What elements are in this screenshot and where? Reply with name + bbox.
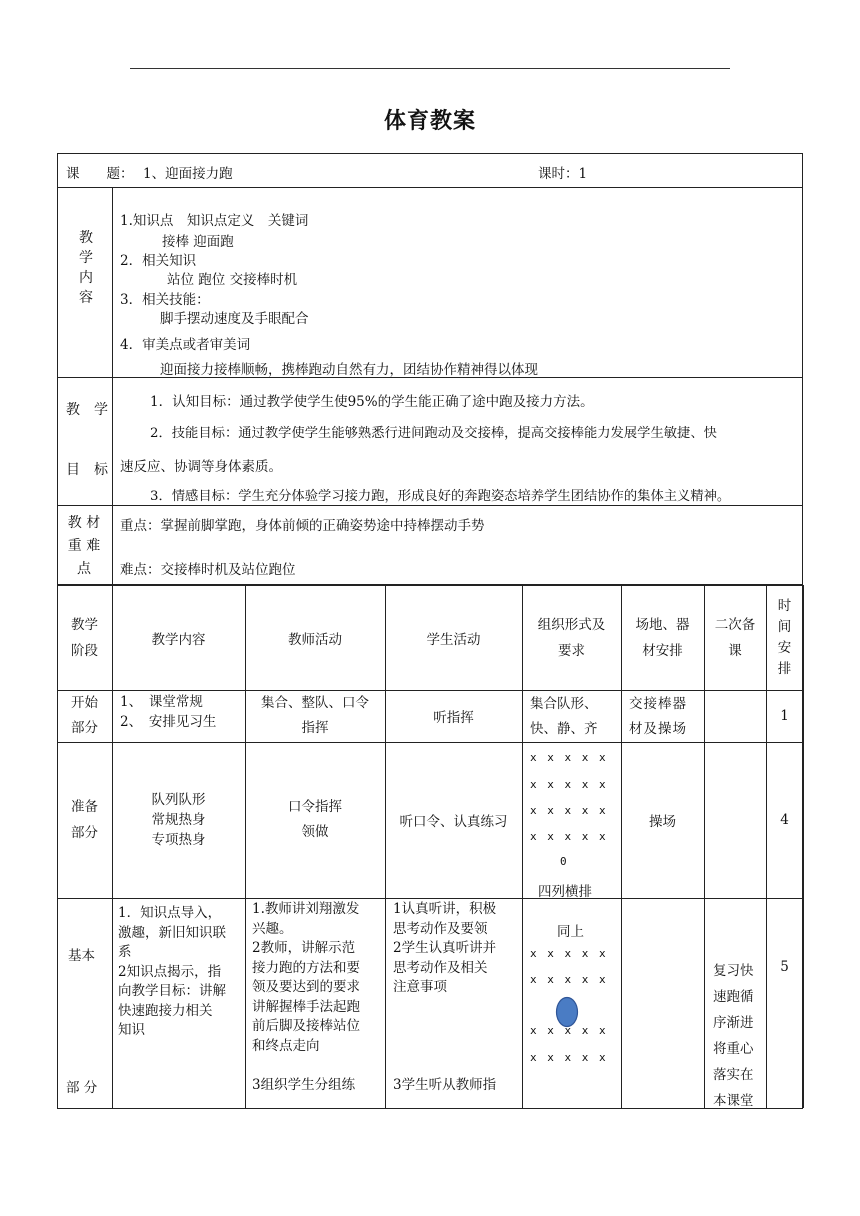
basic-stage-bottom: 部 分 xyxy=(66,1080,98,1096)
content-line-6: 脚手摆动速度及手眼配合 xyxy=(160,311,309,327)
prep-formation-caption: 四列横排 xyxy=(538,884,592,900)
basic-time: 5 xyxy=(780,959,789,975)
header-content: 教学内容 xyxy=(151,631,206,648)
key-divider xyxy=(112,506,113,585)
start-content: 1、 课堂常规 2、 安排见习生 xyxy=(120,694,217,730)
content-label: 教 学 内 容 xyxy=(79,230,93,306)
content-line-1: 1.知识点 知识点定义 关键词 xyxy=(120,213,309,229)
topic-value: 1、迎面接力跑 xyxy=(143,166,233,182)
header-second-prep: 二次备 课 xyxy=(714,616,756,659)
prep-teacher: 口令指挥 领做 xyxy=(288,799,342,840)
header-student: 学生活动 xyxy=(426,631,481,648)
start-venue: 交接棒器 材及操场 xyxy=(629,696,687,737)
prep-stage: 准备 部分 xyxy=(71,799,98,841)
start-time: 1 xyxy=(780,708,789,724)
header-venue: 场地、器 材安排 xyxy=(635,616,690,659)
basic-formation-row: x x x x x xyxy=(530,1024,608,1037)
goals-label-top: 教 学 xyxy=(66,402,108,418)
content-line-5: 3．相关技能： xyxy=(120,292,210,308)
basic-content: 1．知识点导入， 激趣，新旧知识联 系 2知识点揭示，指 向教学目标：讲解 快速跑接力相关 知识 xyxy=(118,905,226,1038)
start-organization: 集合队形、 快、静、齐 xyxy=(530,696,598,737)
header-time: 时 间 安 排 xyxy=(777,597,792,677)
prep-formation-row: x x x x x xyxy=(530,751,608,764)
content-line-2: 接棒 迎面跑 xyxy=(162,234,234,250)
basic-student: 1认真听讲，积极 思考动作及要领 2学生认真听讲并 思考动作及相关 注意事项 3学生听从教师指 xyxy=(393,901,497,1093)
start-student: 听指挥 xyxy=(433,710,474,726)
header-stage: 教学 阶段 xyxy=(71,616,98,659)
content-line-8: 迎面接力接棒顺畅，携棒跑动自然有力，团结协作精神得以体现 xyxy=(160,362,538,378)
prep-venue: 操场 xyxy=(649,814,676,830)
header-rule xyxy=(130,68,730,69)
content-line-7: 4．审美点或者审美词 xyxy=(120,337,251,353)
basic-formation-row: x x x x x xyxy=(530,1051,608,1064)
goal-skill-line-2: 速反应、协调等身体素质。 xyxy=(120,459,282,475)
basic-formation-caption: 同上 xyxy=(557,924,584,940)
prep-content: 队列队形 常规热身 专项热身 xyxy=(151,792,206,848)
topic-label: 课 题： xyxy=(66,166,134,182)
basic-formation-row: x x x x x xyxy=(530,973,608,986)
content-line-3: 2．相关知识 xyxy=(120,253,197,269)
hard-point: 难点：交接棒时机及站位跑位 xyxy=(120,562,296,578)
header-teacher: 教师活动 xyxy=(288,631,342,648)
basic-stage-top: 基本 xyxy=(68,948,95,964)
basic-formation-row: x x x x x xyxy=(530,947,608,960)
goals-label-bottom: 目 标 xyxy=(66,462,108,478)
goal-skill-line-1: 2．技能目标：通过教学使学生能够熟悉行进间跑动及交接棒，提高交接棒能力发展学生敏捷、快 xyxy=(150,426,717,441)
basic-second-prep: 复习快 速跑循 序渐进 将重心 落实在 本课堂 xyxy=(713,963,754,1109)
content-line-4: 站位 跑位 交接棒时机 xyxy=(167,272,298,288)
class-hours: 课时：1 xyxy=(538,166,588,182)
goal-cognitive: 1．认知目标：通过教学使学生使95%的学生能正确了途中跑及接力方法。 xyxy=(150,394,594,410)
prep-time: 4 xyxy=(780,812,789,828)
start-teacher: 集合、整队、口令 指挥 xyxy=(261,695,369,736)
key-label: 教 材 重 难 点 xyxy=(67,515,101,577)
prep-formation-row: x x x x x xyxy=(530,830,608,843)
grid-col-line xyxy=(803,585,804,1108)
goal-affective: 3．情感目标：学生充分体验学习接力跑，形成良好的奔跑姿态培养学生团结协作的集体主义精神。 xyxy=(150,489,731,504)
grid-row-line xyxy=(57,898,803,899)
key-point: 重点：掌握前脚掌跑，身体前倾的正确姿势途中持棒摆动手势 xyxy=(120,518,485,534)
prep-formation-row: x x x x x xyxy=(530,778,608,791)
content-divider xyxy=(112,188,113,378)
prep-formation-row: x x x x x xyxy=(530,804,608,817)
header-organization: 组织形式及 要求 xyxy=(537,616,606,659)
prep-formation-teacher-mark: 0 xyxy=(560,855,569,868)
basic-teacher: 1.教师讲刘翔激发 兴趣。 2教师，讲解示范 接力跑的方法和要 领及要达到的要求 讲解握棒手法起跑 前后脚及接棒站位 和终点走向 3组织学生分组练 xyxy=(252,901,360,1093)
goals-divider xyxy=(112,378,113,506)
document-title: 体育教案 xyxy=(383,109,476,134)
grid-row-line xyxy=(57,1108,803,1109)
prep-student: 听口令、认真练习 xyxy=(399,814,508,830)
start-stage: 开始 部分 xyxy=(71,695,98,736)
